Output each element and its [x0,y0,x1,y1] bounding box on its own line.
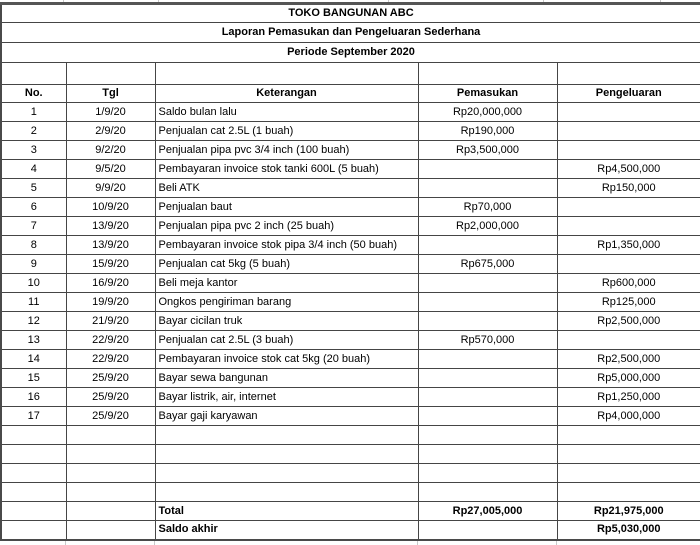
description-cell[interactable]: Penjualan cat 5kg (5 buah) [155,255,418,274]
row-number-cell[interactable]: 14 [1,350,66,369]
description-cell[interactable]: Pembayaran invoice stok pipa 3/4 inch (50 buah) [155,236,418,255]
expense-cell[interactable] [557,426,700,445]
table-row [1,464,700,483]
date-cell[interactable]: 25/9/20 [66,388,155,407]
gridline-tick [556,540,557,545]
date-cell[interactable]: 22/9/20 [66,331,155,350]
report-table [0,2,700,541]
table-row [1,293,700,312]
table-row [1,331,700,350]
table-row [1,483,700,502]
description-cell[interactable]: Bayar listrik, air, internet [155,388,418,407]
expense-cell[interactable] [557,122,700,141]
table-row [1,217,700,236]
table-row [1,274,700,293]
summary-section [1,502,700,540]
row-number-cell[interactable] [1,464,66,483]
date-cell[interactable]: 16/9/20 [66,274,155,293]
column-header-row [1,85,700,103]
gridline-tick [65,540,66,545]
description-cell[interactable]: Beli meja kantor [155,274,418,293]
total-expense-cell[interactable]: Rp21,975,000 [557,502,700,521]
total-no-cell[interactable] [1,502,66,521]
subtitle-row [1,23,700,43]
income-cell[interactable] [418,236,557,255]
income-cell[interactable] [418,179,557,198]
income-cell[interactable]: Rp190,000 [418,122,557,141]
row-number-cell[interactable]: 3 [1,141,66,160]
description-cell[interactable]: Pembayaran invoice stok cat 5kg (20 buah) [155,350,418,369]
income-cell[interactable] [418,312,557,331]
table-row [1,407,700,426]
empty-cell[interactable] [418,63,557,85]
data-rows-body [1,103,700,502]
total-date-cell[interactable] [66,502,155,521]
date-cell[interactable]: 9/2/20 [66,141,155,160]
total-label-cell[interactable]: Total [155,502,418,521]
row-number-cell[interactable]: 17 [1,407,66,426]
expense-cell[interactable]: Rp1,350,000 [557,236,700,255]
row-number-cell[interactable] [1,445,66,464]
table-row [1,179,700,198]
gridline-tick [417,540,418,545]
date-cell[interactable] [66,483,155,502]
row-number-cell[interactable] [1,483,66,502]
row-number-cell[interactable]: 12 [1,312,66,331]
expense-cell[interactable] [557,483,700,502]
expense-cell[interactable]: Rp5,000,000 [557,369,700,388]
income-cell[interactable]: Rp3,500,000 [418,141,557,160]
expense-cell[interactable] [557,103,700,122]
description-cell[interactable]: Penjualan baut [155,198,418,217]
income-cell[interactable]: Rp20,000,000 [418,103,557,122]
expense-cell[interactable]: Rp150,000 [557,179,700,198]
expense-cell[interactable] [557,445,700,464]
report-period-cell[interactable]: Periode September 2020 [1,43,700,63]
description-cell[interactable]: Penjualan cat 2.5L (3 buah) [155,331,418,350]
expense-cell[interactable] [557,217,700,236]
row-number-cell[interactable]: 13 [1,331,66,350]
expense-cell[interactable]: Rp4,500,000 [557,160,700,179]
table-row [1,426,700,445]
column-header-tgl[interactable]: Tgl [66,85,155,103]
table-row [1,312,700,331]
income-cell[interactable] [418,350,557,369]
header-section [1,4,700,103]
empty-cell[interactable] [155,63,418,85]
expense-cell[interactable] [557,255,700,274]
description-cell[interactable]: Beli ATK [155,179,418,198]
empty-cell[interactable] [66,63,155,85]
table-row [1,369,700,388]
empty-cell[interactable] [557,63,700,85]
row-number-cell[interactable]: 10 [1,274,66,293]
table-row [1,122,700,141]
row-number-cell[interactable]: 5 [1,179,66,198]
description-cell[interactable]: Bayar sewa bangunan [155,369,418,388]
description-cell[interactable] [155,483,418,502]
period-row [1,43,700,63]
description-cell[interactable]: Bayar gaji karyawan [155,407,418,426]
date-cell[interactable]: 10/9/20 [66,198,155,217]
row-number-cell[interactable] [1,426,66,445]
income-cell[interactable] [418,160,557,179]
table-row [1,445,700,464]
table-row [1,103,700,122]
saldo-label-cell[interactable]: Saldo akhir [155,521,418,540]
table-row [1,141,700,160]
report-title-cell[interactable]: TOKO BANGUNAN ABC [1,4,700,23]
income-cell[interactable] [418,426,557,445]
income-cell[interactable] [418,274,557,293]
date-cell[interactable] [66,445,155,464]
date-cell[interactable]: 25/9/20 [66,407,155,426]
table-row [1,198,700,217]
column-header-pengeluaran[interactable]: Pengeluaran [557,85,700,103]
description-cell[interactable]: Penjualan cat 2.5L (1 buah) [155,122,418,141]
empty-cell[interactable] [1,63,66,85]
row-number-cell[interactable]: 8 [1,236,66,255]
date-cell[interactable]: 19/9/20 [66,293,155,312]
description-cell[interactable]: Penjualan pipa pvc 3/4 inch (100 buah) [155,141,418,160]
expense-cell[interactable]: Rp2,500,000 [557,312,700,331]
table-row [1,350,700,369]
date-cell[interactable]: 21/9/20 [66,312,155,331]
total-row [1,502,700,521]
date-cell[interactable]: 15/9/20 [66,255,155,274]
report-subtitle-cell[interactable]: Laporan Pemasukan dan Pengeluaran Sederhana [1,23,700,43]
column-header-no[interactable]: No. [1,85,66,103]
date-cell[interactable]: 2/9/20 [66,122,155,141]
date-cell[interactable]: 25/9/20 [66,369,155,388]
table-row [1,388,700,407]
saldo-akhir-row [1,521,700,540]
date-cell[interactable] [66,464,155,483]
row-number-cell[interactable]: 7 [1,217,66,236]
date-cell[interactable]: 1/9/20 [66,103,155,122]
expense-cell[interactable] [557,141,700,160]
table-row [1,236,700,255]
income-cell[interactable] [418,445,557,464]
description-cell[interactable] [155,464,418,483]
date-cell[interactable]: 9/9/20 [66,179,155,198]
row-number-cell[interactable]: 15 [1,369,66,388]
description-cell[interactable]: Pembayaran invoice stok tanki 600L (5 buah) [155,160,418,179]
income-cell[interactable]: Rp70,000 [418,198,557,217]
table-row [1,255,700,274]
row-number-cell[interactable]: 4 [1,160,66,179]
income-cell[interactable] [418,388,557,407]
saldo-date-cell[interactable] [66,521,155,540]
expense-cell[interactable]: Rp125,000 [557,293,700,312]
description-cell[interactable]: Penjualan pipa pvc 2 inch (25 buah) [155,217,418,236]
expense-cell[interactable]: Rp1,250,000 [557,388,700,407]
row-number-cell[interactable]: 6 [1,198,66,217]
date-cell[interactable]: 9/5/20 [66,160,155,179]
description-cell[interactable] [155,426,418,445]
description-cell[interactable]: Ongkos pengiriman barang [155,293,418,312]
expense-cell[interactable] [557,198,700,217]
income-cell[interactable] [418,369,557,388]
saldo-no-cell[interactable] [1,521,66,540]
income-cell[interactable] [418,407,557,426]
row-number-cell[interactable]: 2 [1,122,66,141]
title-row [1,4,700,23]
date-cell[interactable]: 13/9/20 [66,236,155,255]
column-header-keterangan[interactable]: Keterangan [155,85,418,103]
table-row [1,160,700,179]
date-cell[interactable]: 13/9/20 [66,217,155,236]
saldo-expense-cell[interactable]: Rp5,030,000 [557,521,700,540]
expense-cell[interactable] [557,331,700,350]
expense-cell[interactable]: Rp4,000,000 [557,407,700,426]
column-header-pemasukan[interactable]: Pemasukan [418,85,557,103]
row-number-cell[interactable]: 1 [1,103,66,122]
income-cell[interactable]: Rp2,000,000 [418,217,557,236]
spacer-row [1,63,700,85]
income-cell[interactable] [418,483,557,502]
expense-cell[interactable] [557,464,700,483]
description-cell[interactable] [155,445,418,464]
row-number-cell[interactable]: 16 [1,388,66,407]
date-cell[interactable] [66,426,155,445]
saldo-income-cell[interactable] [418,521,557,540]
income-cell[interactable] [418,293,557,312]
expense-cell[interactable]: Rp600,000 [557,274,700,293]
row-number-cell[interactable]: 11 [1,293,66,312]
description-cell[interactable]: Bayar cicilan truk [155,312,418,331]
income-cell[interactable] [418,464,557,483]
date-cell[interactable]: 22/9/20 [66,350,155,369]
row-number-cell[interactable]: 9 [1,255,66,274]
total-income-cell[interactable]: Rp27,005,000 [418,502,557,521]
description-cell[interactable]: Saldo bulan lalu [155,103,418,122]
expense-cell[interactable]: Rp2,500,000 [557,350,700,369]
gridline-tick [154,540,155,545]
income-cell[interactable]: Rp675,000 [418,255,557,274]
income-cell[interactable]: Rp570,000 [418,331,557,350]
